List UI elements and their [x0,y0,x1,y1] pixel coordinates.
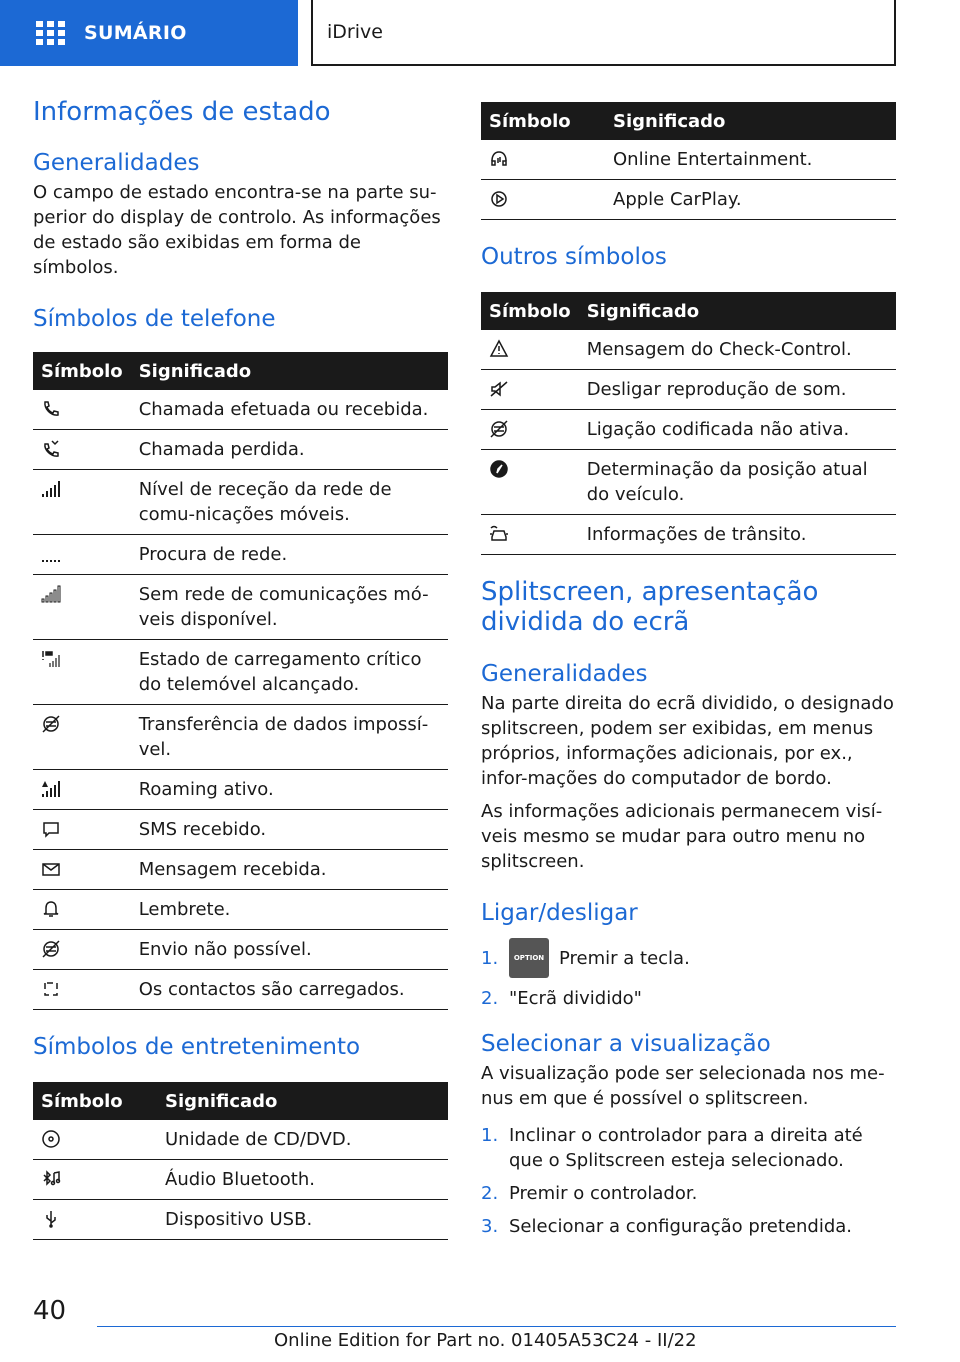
table-row: Ligação codificada não ativa. [481,410,896,450]
splitscreen-general-text-2: As informações adicionais permanecem visí-veis mesmo se mudar para outro menu no splitscreen. [481,801,883,872]
table-row: Chamada efetuada ou recebida. [33,390,448,430]
table-row: Informações de trânsito. [481,515,896,555]
sms-icon [41,819,61,839]
entertainment-symbols-table-continued [481,102,896,220]
general-text: O campo de estado encontra-se na parte su-perior do display de controlo. As informações de estado são exibidas em forma de símbolos. [33,182,441,278]
table-row: Nível de receção da rede de comu-nicações móveis. [33,470,448,535]
table-row: Procura de rede. [33,535,448,575]
list-item: 2. Premir o controlador. [481,1183,698,1204]
envelope-icon [41,859,61,879]
data-transfer-blocked-icon [41,714,61,734]
mute-icon [489,379,509,399]
table-row: Unidade de CD/DVD. [33,1120,448,1160]
footer-edition: Online Edition for Part no. 01405A53C24 - II/22 [274,1330,697,1351]
select-view-steps [481,1123,896,1239]
signal-strength-icon [41,479,61,499]
select-view-text: A visualização pode ser selecionada nos me-nus em que é possível o splitscreen. [481,1063,885,1109]
select-view-heading: Selecionar a visualização [481,1031,771,1057]
entertainment-symbols-table [33,1082,448,1240]
tab-idrive[interactable] [311,0,896,66]
table-row: Apple CarPlay. [481,180,896,220]
splitscreen-general-text-1: Na parte direita do ecrã dividido, o designado splitscreen, podem ser exibidas, em menus próprios, informações adicionais, por ex., infor-mações do computador de bordo. [481,693,894,789]
col-symbol-header: Símbolo [481,292,579,330]
entertainment-symbols-heading: Símbolos de entretenimento [33,1034,361,1060]
table-row: Desligar reprodução de som. [481,370,896,410]
table-row: Envio não possível. [33,930,448,970]
splitscreen-general-heading: Generalidades [481,661,648,687]
location-icon [489,459,509,479]
phone-symbols-heading: Símbolos de telefone [33,306,276,332]
page-number: 40 [33,1296,67,1326]
network-search-icon [41,544,61,564]
contacts-loading-icon [41,979,61,999]
onoff-steps [481,938,896,1011]
table-row: Lembrete. [33,890,448,930]
col-meaning-header: Significado [579,292,896,330]
col-symbol-header: Símbolo [481,102,605,140]
unencrypted-icon [489,419,509,439]
section-title: Informações de estado [33,97,331,127]
bell-icon [41,899,61,919]
list-item: 1. OPTION Premir a tecla. [481,938,896,978]
col-symbol-header: Símbolo [33,352,131,390]
general-heading: Generalidades [33,150,200,176]
phone-missed-icon [41,439,61,459]
table-row: SMS recebido. [33,810,448,850]
table-row: Roaming ativo. [33,770,448,810]
table-row: Mensagem recebida. [33,850,448,890]
footer-divider [97,1326,896,1327]
table-row: Os contactos são carregados. [33,970,448,1010]
list-item: 2. "Ecrã dividido" [481,988,642,1009]
cd-dvd-icon [41,1129,61,1149]
option-button: OPTION [509,938,549,978]
table-row: Sem rede de comunicações mó-veis disponível. [33,575,448,640]
table-row: Mensagem do Check-Control. [481,330,896,370]
col-meaning-header: Significado [605,102,896,140]
col-meaning-header: Significado [131,352,448,390]
grid-menu-icon [36,21,66,45]
splitscreen-title: Splitscreen, apresentação dividida do ecrã [481,577,819,637]
usb-icon [41,1209,61,1229]
online-entertainment-icon [489,149,509,169]
table-row: Áudio Bluetooth. [33,1160,448,1200]
col-symbol-header: Símbolo [33,1082,157,1120]
traffic-icon [489,524,509,544]
table-row: Online Entertainment. [481,140,896,180]
bluetooth-audio-icon [41,1169,61,1189]
table-row: Estado de carregamento crítico do telemóvel alcançado. [33,640,448,705]
right-column [481,102,896,1247]
table-row: Chamada perdida. [33,430,448,470]
roaming-icon [41,779,61,799]
battery-critical-icon [41,649,61,669]
send-blocked-icon [41,939,61,959]
summary-button[interactable] [0,0,298,66]
phone-symbols-table [33,352,448,1010]
list-item: 1. Inclinar o controlador para a direita até que o Splitscreen esteja selecionado. [481,1125,863,1171]
table-row: Transferência de dados impossí-vel. [33,705,448,770]
list-item: 3. Selecionar a configuração pretendida. [481,1216,853,1237]
carplay-icon [489,189,509,209]
left-column [33,96,448,1240]
onoff-heading: Ligar/desligar [481,900,638,926]
no-network-icon [41,584,61,604]
warning-icon [489,339,509,359]
table-row: Dispositivo USB. [33,1200,448,1240]
other-symbols-table [481,292,896,555]
other-symbols-heading: Outros símbolos [481,244,667,270]
tab-idrive-label: iDrive [327,21,383,43]
table-row: Determinação da posição atual do veículo. [481,450,896,515]
summary-label: SUMÁRIO [84,22,187,44]
col-meaning-header: Significado [157,1082,448,1120]
phone-call-icon [41,399,61,419]
